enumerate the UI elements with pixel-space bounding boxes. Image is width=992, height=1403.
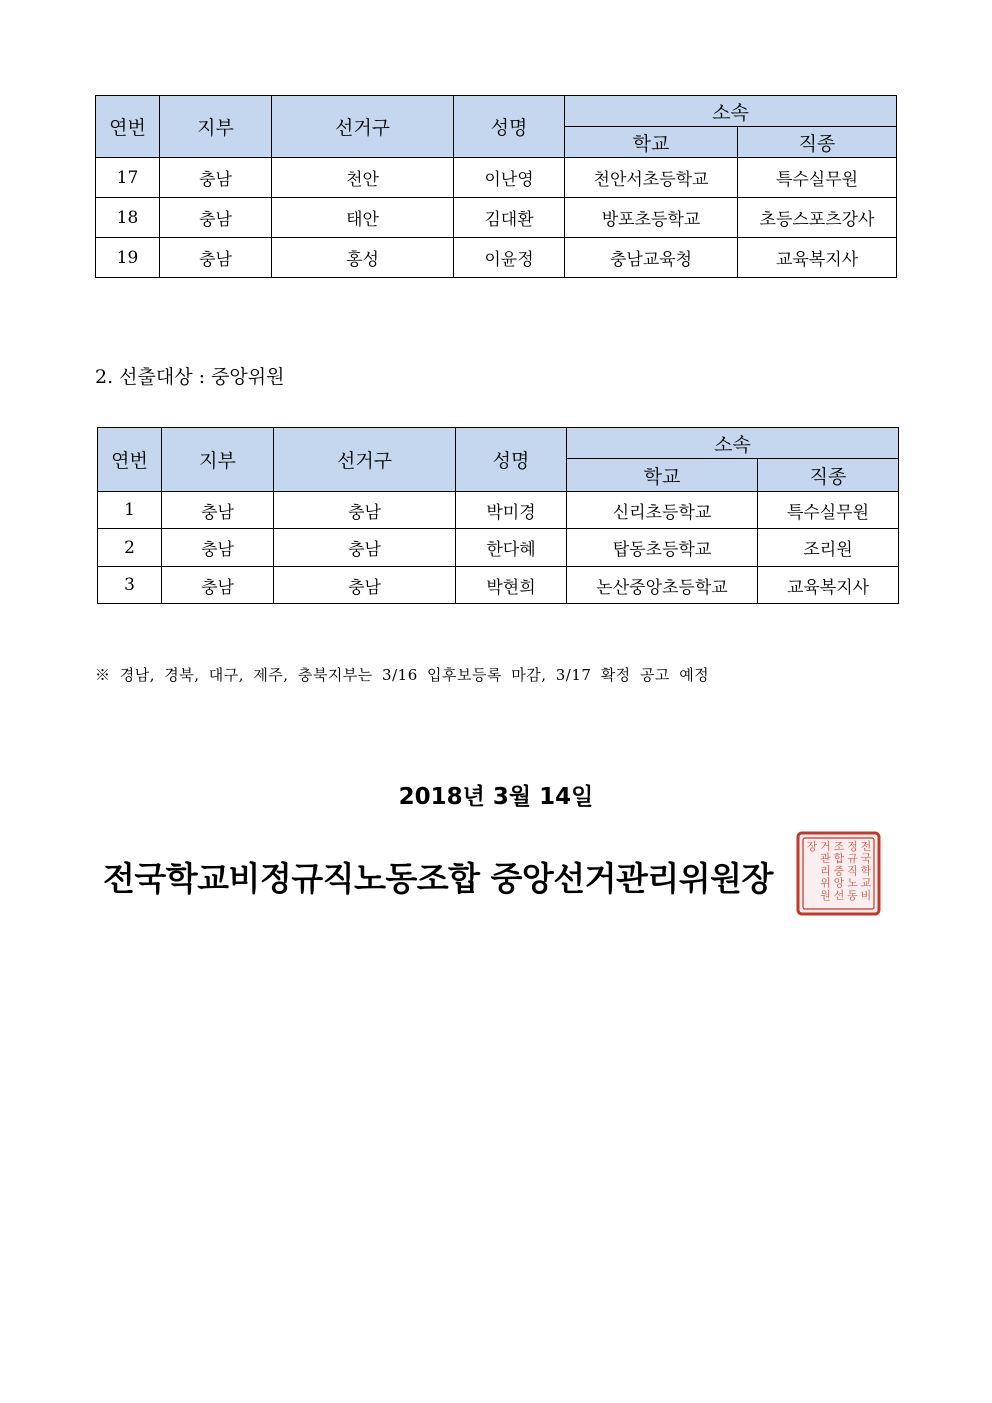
svg-text:동: 동 xyxy=(847,888,858,902)
svg-text:조: 조 xyxy=(833,840,845,853)
cell-branch: 충남 xyxy=(160,198,272,238)
signature-title: 전국학교비정규직노동조합 중앙선거관리위원장 xyxy=(103,859,773,898)
cell-district: 태안 xyxy=(272,198,454,238)
header-school: 학교 xyxy=(567,459,758,492)
header-district: 선거구 xyxy=(274,428,456,492)
cell-job: 교육복지사 xyxy=(758,567,899,604)
table-row xyxy=(98,567,899,604)
cell-no: 17 xyxy=(96,158,160,198)
note-text: ※ 경남, 경북, 대구, 제주, 충북지부는 3/16 입후보등록 마감, 3/17 확정 공고 예정 xyxy=(95,666,710,684)
cell-branch: 충남 xyxy=(162,567,274,604)
cell-name: 이윤정 xyxy=(454,238,565,278)
document-date: 2018년 3월 14일 xyxy=(398,784,594,810)
svg-text:거: 거 xyxy=(820,840,831,853)
cell-no: 3 xyxy=(98,567,162,604)
table-row xyxy=(98,529,899,567)
candidate-table-1 xyxy=(95,95,897,278)
svg-text:학: 학 xyxy=(860,864,872,878)
svg-text:교: 교 xyxy=(860,876,872,890)
svg-text:앙: 앙 xyxy=(833,876,845,890)
cell-school: 탑동초등학교 xyxy=(567,529,758,567)
svg-text:규: 규 xyxy=(847,852,858,866)
cell-job: 교육복지사 xyxy=(738,238,897,278)
cell-district: 충남 xyxy=(274,529,456,567)
header-school: 학교 xyxy=(565,127,738,158)
header-branch: 지부 xyxy=(160,96,272,158)
table-row xyxy=(96,158,897,198)
svg-text:선: 선 xyxy=(833,888,845,902)
cell-name: 한다혜 xyxy=(456,529,567,567)
cell-district: 충남 xyxy=(274,567,456,604)
cell-district: 홍성 xyxy=(272,238,454,278)
table-row xyxy=(96,198,897,238)
cell-job: 특수실무원 xyxy=(758,492,899,529)
cell-name: 박현희 xyxy=(456,567,567,604)
cell-name: 이난영 xyxy=(454,158,565,198)
official-seal-stamp xyxy=(796,831,881,916)
header-job: 직종 xyxy=(738,127,897,158)
header-no: 연번 xyxy=(96,96,160,158)
svg-text:리: 리 xyxy=(820,864,831,878)
svg-text:직: 직 xyxy=(847,864,858,878)
cell-school: 방포초등학교 xyxy=(565,198,738,238)
table-row xyxy=(98,492,899,529)
cell-branch: 충남 xyxy=(160,158,272,198)
svg-text:정: 정 xyxy=(847,840,858,853)
table-row xyxy=(96,238,897,278)
svg-text:합: 합 xyxy=(833,852,845,866)
svg-text:전: 전 xyxy=(860,840,872,853)
header-no: 연번 xyxy=(98,428,162,492)
cell-no: 18 xyxy=(96,198,160,238)
cell-name: 김대환 xyxy=(454,198,565,238)
svg-text:원: 원 xyxy=(820,888,831,902)
cell-school: 신리초등학교 xyxy=(567,492,758,529)
cell-job: 초등스포츠강사 xyxy=(738,198,897,238)
cell-no: 19 xyxy=(96,238,160,278)
header-branch: 지부 xyxy=(162,428,274,492)
cell-district: 충남 xyxy=(274,492,456,529)
svg-text:국: 국 xyxy=(860,852,872,866)
cell-job: 조리원 xyxy=(758,529,899,567)
header-affiliation: 소속 xyxy=(567,428,899,459)
header-affiliation: 소속 xyxy=(565,96,897,127)
cell-no: 1 xyxy=(98,492,162,529)
svg-text:장: 장 xyxy=(806,840,818,853)
cell-name: 박미경 xyxy=(456,492,567,529)
svg-text:노: 노 xyxy=(847,876,858,890)
header-district: 선거구 xyxy=(272,96,454,158)
svg-text:관: 관 xyxy=(820,852,831,866)
cell-job: 특수실무원 xyxy=(738,158,897,198)
cell-branch: 충남 xyxy=(162,492,274,529)
cell-school: 논산중앙초등학교 xyxy=(567,567,758,604)
header-name: 성명 xyxy=(454,96,565,158)
candidate-table-2 xyxy=(97,427,899,604)
section-heading: 2. 선출대상 : 중앙위원 xyxy=(95,366,285,388)
cell-district: 천안 xyxy=(272,158,454,198)
svg-text:위: 위 xyxy=(820,876,831,890)
cell-school: 충남교육청 xyxy=(565,238,738,278)
header-name: 성명 xyxy=(456,428,567,492)
cell-branch: 충남 xyxy=(160,238,272,278)
cell-branch: 충남 xyxy=(162,529,274,567)
cell-no: 2 xyxy=(98,529,162,567)
svg-text:중: 중 xyxy=(833,864,845,878)
cell-school: 천안서초등학교 xyxy=(565,158,738,198)
svg-text:비: 비 xyxy=(860,888,872,902)
header-job: 직종 xyxy=(758,459,899,492)
